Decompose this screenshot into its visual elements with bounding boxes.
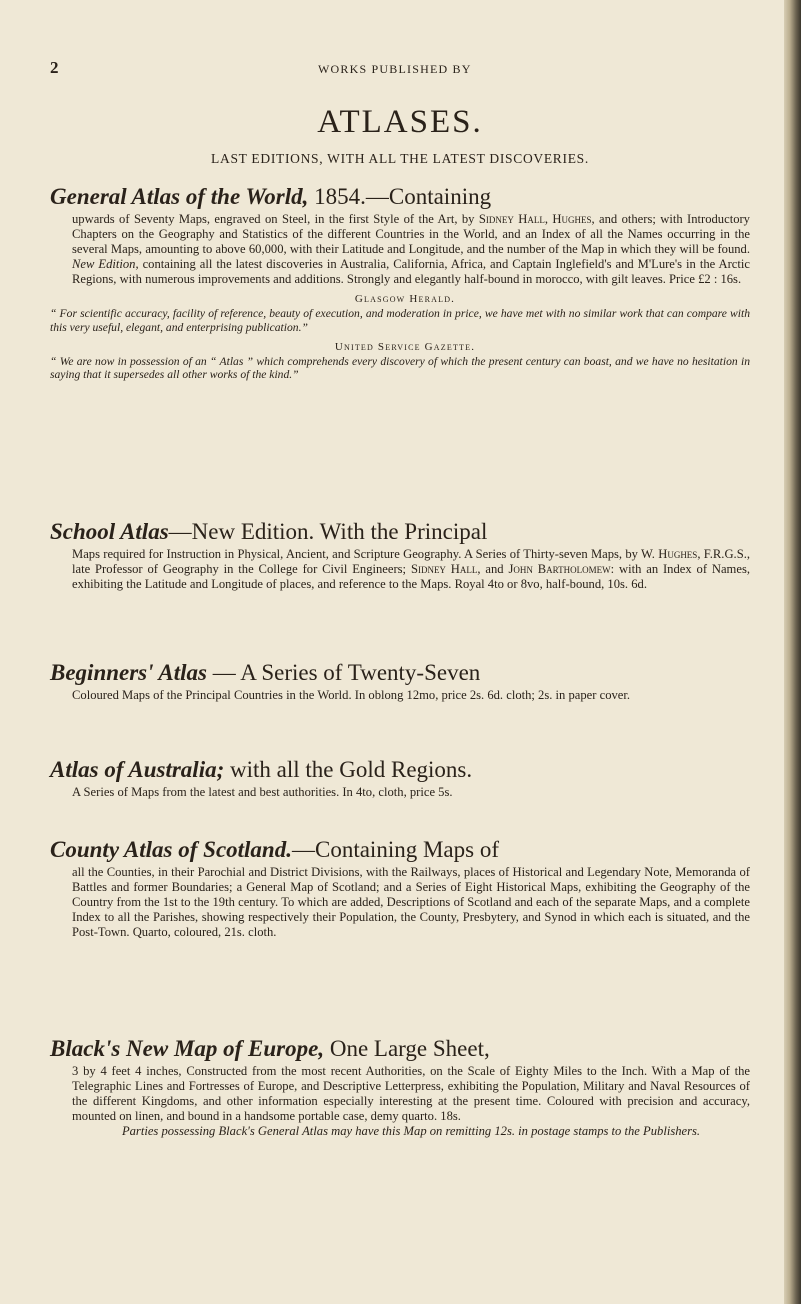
entry-description: Coloured Maps of the Principal Countries in the World. In oblong 12mo, price 2s. 6d. cloth; 2s. in paper cover.: [72, 688, 631, 702]
entry-heading: [50, 1036, 750, 1062]
author-name: Hughes,: [658, 547, 701, 561]
review-quote: “ For scientific accuracy, facility of reference, beauty of execution, and moderation in price, we have met with no similar work that can compare with this very useful, elegant, and enterprising publication.”: [50, 307, 750, 335]
entry-school-atlas: [50, 519, 750, 592]
entry-heading-title: Beginners' Atlas: [50, 660, 207, 685]
desc-text: Maps required for Instruction in Physical, Ancient, and Scripture Geography. A Series of Thirty-seven Maps, by W.: [72, 547, 655, 561]
entry-description: [50, 212, 750, 287]
entry-scotland-atlas: [50, 837, 750, 940]
author-name: Sidney Hall, Hughes,: [478, 212, 595, 226]
desc-text: with an Index of Names, exhibiting the Latitude and Longitude of places, and reference to the Maps. Royal 4to or 8vo, half-bound, 10s. 6d.: [72, 562, 750, 592]
entry-australia-atlas: [50, 757, 750, 800]
entry-heading-rest: One Large Sheet,: [324, 1036, 490, 1061]
running-title: WORKS PUBLISHED BY: [318, 62, 472, 76]
desc-text: containing all the latest discoveries in Australia, California, Africa, and Captain Inglefield's and M'Lure's in the Arctic Regions, with numerous improvements and additions. Strongly and elegantly half-bound in morocco, with gilt leaves. Price £2 : 16s.: [72, 257, 750, 287]
page-subtitle: LAST EDITIONS, WITH ALL THE LATEST DISCOVERIES.: [211, 151, 589, 166]
entry-general-atlas: [50, 184, 750, 382]
entry-heading-rest: —Containing Maps of: [291, 837, 499, 862]
entry-description: A Series of Maps from the latest and best authorities. In 4to, cloth, price 5s.: [72, 785, 453, 799]
entry-description: [50, 547, 750, 592]
desc-text: and others; with Introductory Chapters on the Geography and Statistics of the different Countries in the World, and an Index of all the Names occurring in the several Maps, amounting to above 60,000, with their Latitude and Longitude, and the number of the Map in which they will be found.: [72, 212, 750, 257]
entry-heading: [50, 519, 750, 545]
review-source: United Service Gazette.: [334, 340, 476, 353]
entry-heading-rest: with all the Gold Regions.: [224, 757, 473, 782]
desc-text: upwards of Seventy Maps, engraved on Steel, in the first Style of the Art, by: [72, 212, 475, 226]
entry-heading-title: School Atlas: [50, 519, 169, 544]
entry-beginners-atlas: [50, 660, 750, 703]
entry-heading-rest: 1854.—Containing: [308, 184, 492, 209]
page-number: 2: [50, 58, 59, 77]
entry-europe-map: [50, 1036, 750, 1139]
desc-text: F.R.G.S., late Professor of Geography in the College for Civil Engineers;: [72, 547, 750, 577]
entry-heading-title: Atlas of Australia;: [50, 757, 225, 782]
entry-heading-title: Black's New Map of Europe,: [50, 1036, 325, 1061]
entry-heading: [50, 757, 750, 783]
author-name: Sidney Hall,: [410, 562, 481, 577]
entry-description: all the Counties, in their Parochial and District Divisions, with the Railways, places of Historical and Legendary Note, Memoranda of Battles and former Boundaries; a General Map of Scotland; and a Series of Eight Historical Maps, exhibiting the Geography of the Country from the 1st to the 19th century. To which are added, Descriptions of Scotland and each of the separate Maps, and a complete Index to all the Parishes, showing respectively their Population, the County, Presbytery, and Synod in which each is situated, and the Post-Town. Quarto, coloured, 21s. cloth.: [72, 865, 750, 940]
entry-heading: [50, 660, 750, 686]
page-edge-shadow: [784, 0, 801, 1304]
entry-note: Parties possessing Black's General Atlas may have this Map on remitting 12s. in postage stamps to the Publishers.: [121, 1124, 701, 1139]
entry-heading-rest: — A Series of Twenty-Seven: [207, 660, 481, 685]
review-quote: “ We are now in possession of an “ Atlas ” which comprehends every discovery of which the present century can boast, and we have no hesitation in saying that it supersedes all other works of the kind.”: [50, 354, 750, 382]
edition-label: New Edition,: [72, 257, 139, 272]
desc-text: and: [480, 562, 504, 577]
entry-heading: [50, 184, 750, 210]
author-name: John Bartholomew:: [508, 562, 615, 577]
review-source: Glasgow Herald.: [354, 293, 456, 306]
entry-heading-title: General Atlas of the World,: [50, 184, 309, 209]
entry-heading-title: County Atlas of Scotland.: [50, 837, 292, 862]
entry-heading-rest: —New Edition. With the Principal: [168, 519, 488, 544]
page-title: ATLASES.: [317, 104, 483, 140]
entry-description: 3 by 4 feet 4 inches, Constructed from the most recent Authorities, on the Scale of Eighty Miles to the Inch. With a Map of the Telegraphic Lines and Fortresses of Europe, and Descriptive Letterpress, exhibiting the Population, Military and Naval Resources of the different Kingdoms, and other information especially interesting at the present time. Coloured with precision and accuracy, mounted on linen, and bound in a handsome portable case, demy quarto. 18s.: [72, 1064, 750, 1124]
entry-heading: [50, 837, 750, 863]
